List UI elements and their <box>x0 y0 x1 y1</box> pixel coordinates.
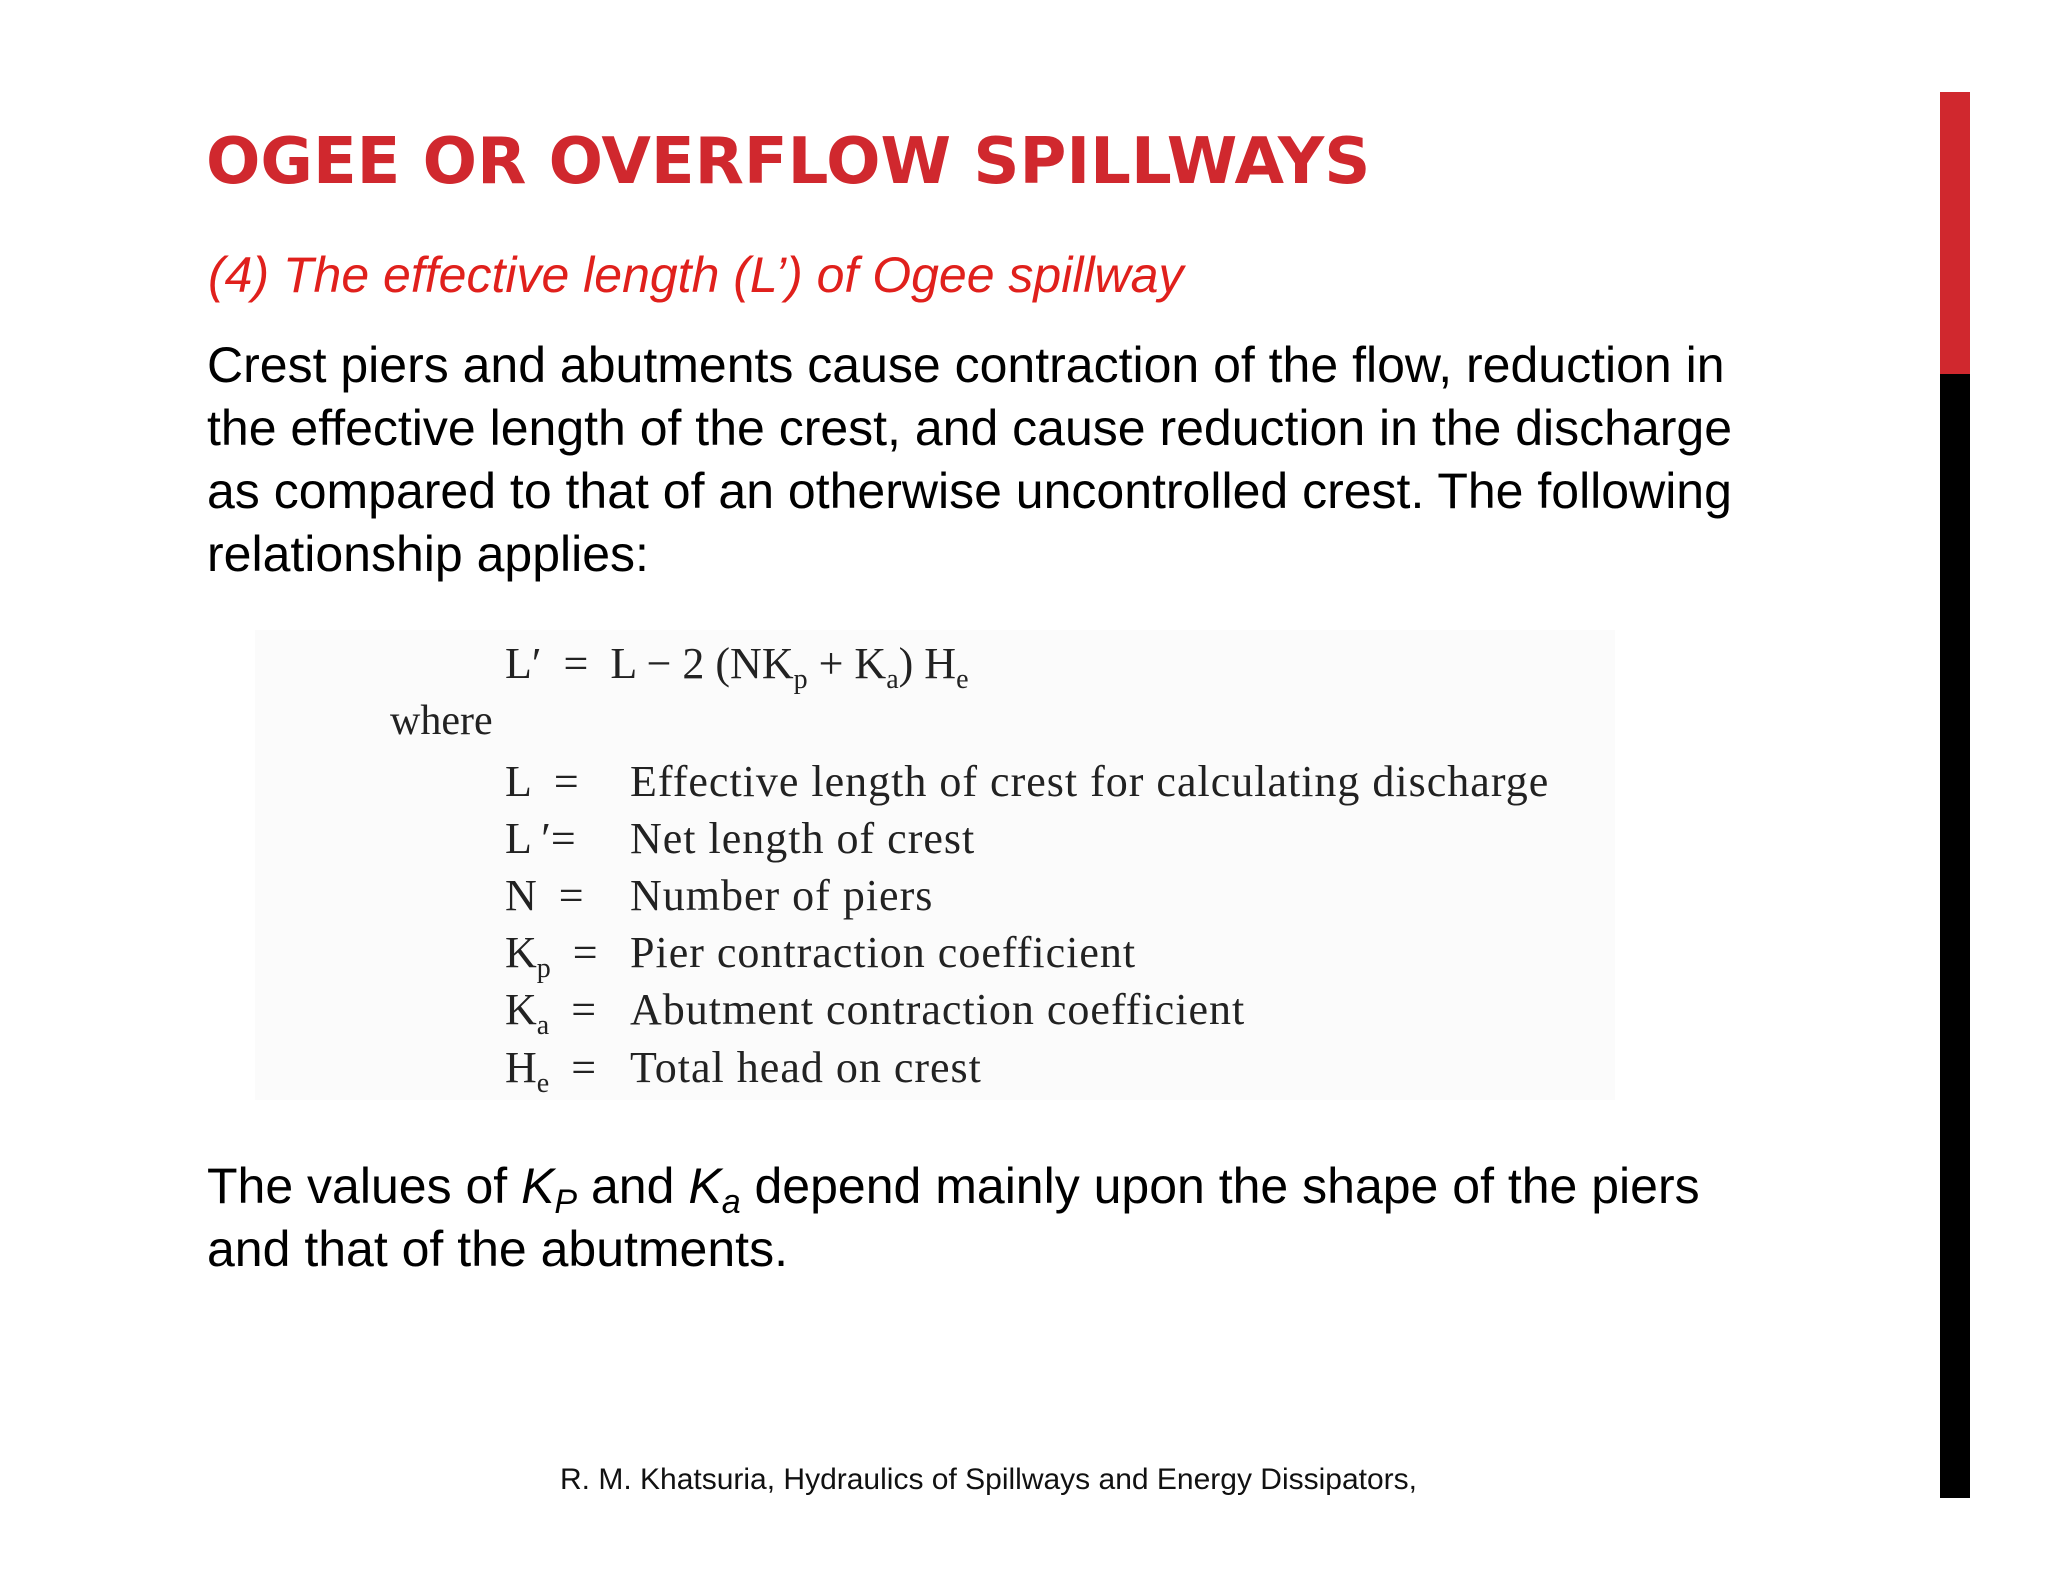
definition-symbol: $K_p$ = <box>505 928 598 984</box>
definition-symbol: N = <box>505 871 584 920</box>
definition-row <box>505 982 1246 1041</box>
equation-sub-p: p <box>793 664 808 695</box>
intro-paragraph <box>207 334 1827 586</box>
definition-row <box>505 754 1550 810</box>
definition-text: Number of piers <box>630 871 934 920</box>
definition-text: Total head on crest <box>630 1043 982 1092</box>
definition-row <box>505 868 934 924</box>
ka-symbol: $K_a$ <box>688 1158 741 1221</box>
equation-sub-e: e <box>956 664 969 695</box>
kp-symbol: $K_P$ <box>521 1158 578 1221</box>
definition-symbol: L ′= <box>505 814 576 863</box>
equation-rhs-close: ) H <box>898 639 957 688</box>
equation-rhs-prefix: L − 2 (NK <box>610 639 794 688</box>
values-line-2: and that of the abutments. <box>207 1221 788 1277</box>
accent-bar-red <box>1940 92 1970 374</box>
definition-text: Effective length of crest for calculating discharge <box>630 757 1550 806</box>
subtitle: (4) The effective length (L’) of Ogee spillway <box>208 247 1184 303</box>
where-label: where <box>390 698 493 744</box>
intro-line: relationship applies: <box>207 526 649 582</box>
slide-title: OGEE OR OVERFLOW SPILLWAYS <box>206 125 1371 199</box>
values-line-1: The values of $K_P$ and $K_a$ depend mainly upon the shape of the piers <box>207 1158 1700 1221</box>
intro-line: as compared to that of an otherwise uncontrolled crest. The following <box>207 463 1732 519</box>
definition-text: Net length of crest <box>630 814 976 863</box>
definition-row <box>505 925 1137 984</box>
equation-lhs: L′ <box>505 639 542 688</box>
definition-text: Abutment contraction coefficient <box>630 985 1246 1034</box>
definition-text: Pier contraction coefficient <box>630 928 1137 977</box>
intro-line: the effective length of the crest, and cause reduction in the discharge <box>207 400 1733 456</box>
values-paragraph <box>207 1155 1827 1281</box>
definition-symbol: $K_a$ = <box>505 985 597 1041</box>
citation: R. M. Khatsuria, Hydraulics of Spillways and Energy Dissipators, <box>560 1463 1417 1496</box>
definition-symbol: $H_e$ = <box>505 1043 597 1099</box>
main-equation <box>505 636 969 695</box>
equation-rhs-plus: + K <box>807 639 887 688</box>
intro-line: Crest piers and abutments cause contraction of the flow, reduction in <box>207 337 1725 393</box>
accent-bar-black <box>1940 374 1970 1498</box>
definition-row <box>505 1040 982 1099</box>
equation-sub-a: a <box>886 664 899 695</box>
definition-symbol: L = <box>505 757 579 806</box>
equation-equals: = <box>563 639 589 688</box>
definition-row <box>505 811 976 867</box>
